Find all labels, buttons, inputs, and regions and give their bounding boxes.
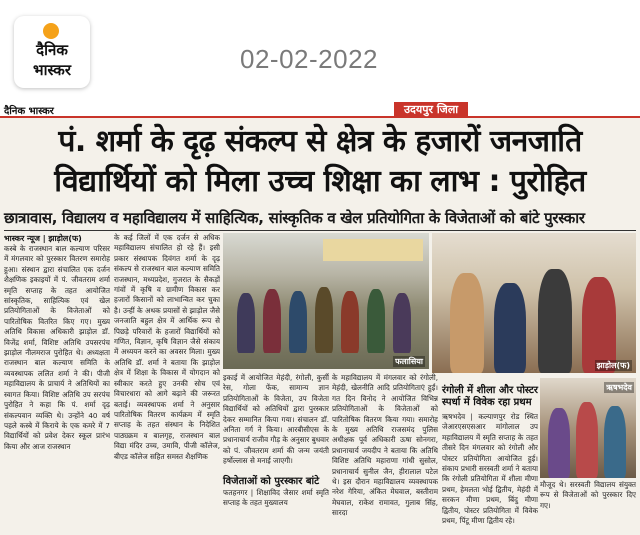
person-figure	[289, 291, 307, 353]
person-figure	[548, 408, 570, 478]
section-label: उदयपुर जिला	[394, 102, 468, 118]
person-figure	[393, 293, 411, 353]
person-figure	[341, 291, 359, 353]
person-figure	[315, 287, 333, 353]
person-figure	[582, 277, 616, 373]
newspaper-page	[0, 102, 640, 535]
edition-date: 02-02-2022	[240, 44, 378, 74]
person-figure	[604, 406, 626, 478]
divider	[4, 230, 636, 231]
person-figure	[237, 293, 255, 353]
article-column-1: कस्बे के राजस्थान बाल कल्याण परिसर में मंगलवार को पुरस्कार वितरण समारोह हुआ। संस्थान द्वारा संचालित एक दर्जन शैक्षणिक इकाइयों में पं. जीवतराम शर्मा स्मृति सप्ताह के तहत आयोजित सांस्कृतिक, साहित्यिक एवं खेल प्रतियोगिताओं के विजेताओं को पारितोषिक वितरित किए गए। मुख्य अतिथि विकास अधिकारी झाड़ोल डॉ. विजेंद्र शर्मा, विशिष्ट अतिथि उपसरपंच झाड़ोल नीलमराज पुरोहित थे। अध्यक्षता राजस्थान बाल कल्याण समिति के व्यवस्थापक ललित शर्मा ने की। पीजी महाविद्यालय के प्राचार्य ने अतिथियों का स्वागत किया। विशिष्ट अतिथि उप सरपंच पुरोहित ने कहा कि पं. शर्मा दृढ़ संकल्पवान व्यक्ति थे। उन्होंने 40 वर्ष पहले कस्बे में किराये के एक कमरे में 7 विद्यार्थियों को प्रवेश देकर स्कूल प्रारंभ किया और आज राजस्थान	[4, 244, 110, 451]
box-story-text: ऋषभदेव | कल्याणपुर रोड स्थित जेआरएसएसआर मांगोलाल उप महाविद्यालय में स्मृति सप्ताह के तहत तीसरे दिन मंगलवार को रंगोली और पोस्टर प्रतियोगिता आयोजित हुई। संकाय प्रभारी सरस्वती शर्मा ने बताया कि रंगोली प्रतियोगिता में शीला मीणा प्रथम, हेमलता भोई द्वितीय, मेहंदी में सरकन मीणा प्रथम, बिंदु मीणा द्वितीय, पोस्टर प्रतियोगिता में विवेक प्रथम, पिंटू मीणा द्वितीय रहे।	[442, 412, 538, 526]
article-headline: पं. शर्मा के दृढ़ संकल्प से क्षेत्र के हजारों जनजाति विद्यार्थियों को मिला उच्च शिक्षा का लाभ : पुरोहित	[54, 124, 586, 199]
photo-location-tag: ऋषभदेव	[606, 383, 632, 392]
event-photo-falasiya	[223, 233, 429, 369]
logo-text-line2: भास्कर	[33, 61, 71, 79]
event-photo-jhadol	[432, 233, 636, 373]
page-strip	[0, 102, 640, 118]
dainik-bhaskar-logo[interactable]	[14, 16, 90, 88]
article-column-2: के कई जिलों में एक दर्जन से अधिक महाविद्यालय संचालित हो रहे हैं। इसी प्रकार संस्थापक दिवंगत शर्मा के दृढ़ संकल्प से राजस्थान बाल कल्याण समिति राजस्थान, मध्यप्रदेश, गुजरात के सैकड़ों गांवों में कृषि व ग्रामीण विकास कर हजारों किसानों को लाभान्वित कर चुका है। उन्हीं के अथक प्रयासों से झाड़ोल जैसे जनजाति बहुल क्षेत्र में आर्थिक रूप से पिछड़े परिवारों के हजारों विद्यार्थियों को गणित, विज्ञान, कृषि विज्ञान जैसे संकाय में अध्ययन करने का अवसर मिला। मुख्य अतिथि डॉ. शर्मा ने बताया कि झाड़ोल क्षेत्र में शिक्षा के विकास में योगदान को स्वीकार करते हुए उनकी सोच एवं विचारधारा को आगे बढ़ाने की जरूरत बताई। व्यवस्थापक शर्मा ने अनुसार पारितोषिक वितरण कार्यक्रम में स्मृति सप्ताह के तहत संस्थान के निदेशित पाठ्यक्रम व बालगृह, राजस्थान बाल विद्या मंदिर उच्च, उमावि, पीजी कॉलेज, बीएड कॉलेज सहित समस्त शैक्षणिक	[114, 233, 220, 461]
person-figure	[367, 289, 385, 353]
app-header	[0, 0, 640, 98]
side-story-headline: विजेताओं को पुरस्कार बांटे	[223, 476, 320, 487]
box-story-continued: मौजूद थे। सरस्वती विद्यालय संयुक्त रूप से विजेताओं को पुरस्कार दिए गए।	[540, 480, 636, 510]
person-figure	[538, 269, 572, 373]
person-figure	[263, 289, 281, 353]
event-photo-rishabhdev	[540, 378, 636, 478]
sun-icon	[43, 23, 59, 39]
article-subheadline: छात्रावास, विद्यालय व महाविद्यालय में साहित्यिक, सांस्कृतिक व खेल प्रतियोगिता के विजेताओं को बांटे पुरस्कार	[4, 209, 585, 227]
logo-text-line1: दैनिक	[36, 41, 68, 59]
box-story-headline: रंगोली में शीला और पोस्टर स्पर्धा में विवेक रहा प्रथम	[442, 385, 538, 408]
article-column-3: इकाई में आयोजित मेहंदी, रंगोली, कुर्सी रेस, गोला फेंक, सामान्य ज्ञान प्रतियोगिताओं के विजेता, उप विजेता विद्यार्थियों को अतिथियों द्वारा पुरस्कार देकर सम्मानित किया गया। संचालन डॉ. अनिता गर्ग ने किया। आरबीसीएस के प्रधानाचार्य राजीव गौड़ के अनुसार बुधवार को पं. जीवतराम शर्मा की जन्म जयंती हर्षोल्लास से मनाई जाएगी।	[223, 373, 329, 466]
article-column-4: के महाविद्यालय में मंगलवार को रंगोली, मेहंदी, खेलनीति आदि प्रतियोगिताएं हुईं। गत दिन विनोद ने आयोजित विभिन्न प्रतियोगिताओं के विजेताओं को पारितोषिक वितरण किया गया। समारोह के मुख्य अतिथि राजसमंद पुलिस अधीक्षक पूर्व अधिकारी ऊषा सोनगरा, प्रधानाचार्य जयदीप ने बताया कि अतिथि विशिष्ट अतिथि महाराणा गांधी सुसोल, प्रधानाचार्य सुनील जैन, हीरालाल पटेल थे। इस दौरान महाविद्यालय व्यवस्थापक नरेश गेरिया, अंकित मेघवाल, बस्तीराम मेघवाल, राकेश रामावत, गुलाब सिंह, सारदा	[332, 373, 438, 518]
person-figure	[494, 283, 526, 373]
paper-brand: दैनिक भास्कर	[4, 106, 54, 117]
person-figure	[576, 402, 598, 478]
photo-location-tag: झाड़ोल(फ)	[596, 361, 630, 370]
stage-banner	[323, 239, 423, 261]
side-story-text: फतहनगर | शिक्षाविद जैसार शर्मा स्मृति सप्ताह के तहत मुख्यालय	[223, 488, 329, 508]
byline: भास्कर न्यूज | झाड़ोल(फ)	[4, 234, 82, 243]
person-figure	[450, 273, 484, 373]
photo-location-tag: फलासिया	[395, 357, 423, 366]
